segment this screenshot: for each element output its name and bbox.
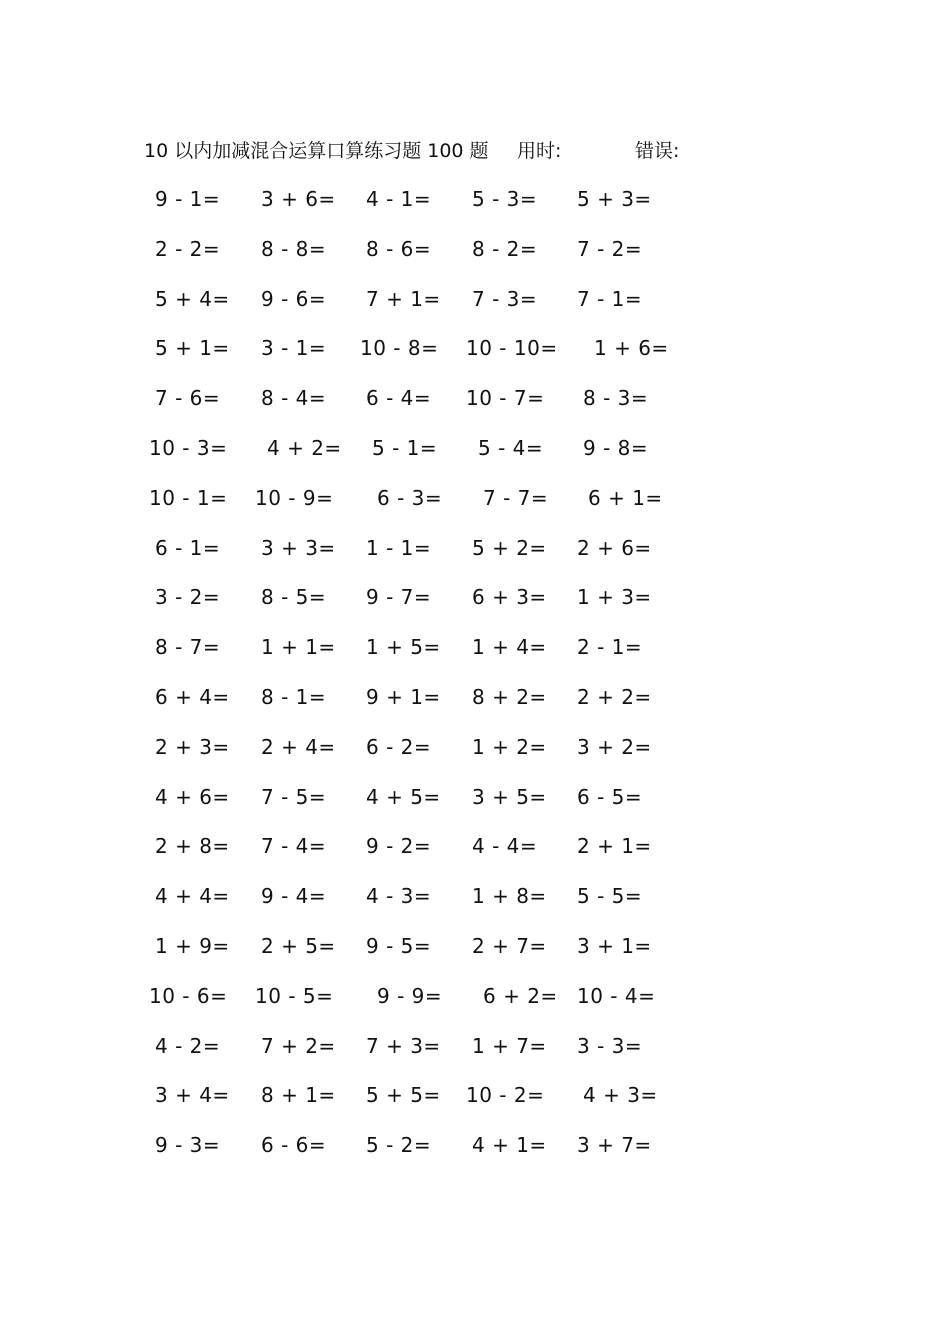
problem-expression: 6 + 2= [483,983,558,1008]
problem-expression: 6 - 2= [366,734,432,759]
problem-expression: 4 - 3= [366,884,432,909]
problem-expression: 2 + 3= [155,734,230,759]
problem-expression: 8 - 1= [261,684,327,709]
problem-expression: 1 + 8= [472,884,547,909]
problem-expression: 8 + 2= [472,684,547,709]
problem-expression: 6 - 6= [261,1133,327,1158]
problem-expression: 8 - 5= [261,585,327,610]
problem-expression: 9 + 1= [366,684,441,709]
problem-expression: 2 + 4= [261,734,336,759]
problem-expression: 3 + 3= [261,535,336,560]
problem-expression: 3 - 1= [261,336,327,361]
problem-expression: 9 - 6= [261,286,327,311]
problem-expression: 3 + 5= [472,784,547,809]
problem-expression: 4 + 2= [267,435,342,460]
problem-expression: 6 + 4= [155,684,230,709]
problem-expression: 7 - 7= [483,485,549,510]
problem-expression: 10 - 9= [255,485,334,510]
problem-expression: 5 - 2= [366,1133,432,1158]
problem-expression: 10 - 6= [149,983,228,1008]
problem-expression: 7 - 5= [261,784,327,809]
problem-expression: 3 + 1= [577,933,652,958]
problem-expression: 2 + 5= [261,933,336,958]
problem-expression: 7 - 6= [155,386,221,411]
problem-expression: 1 + 4= [472,635,547,660]
time-label: 用时: [517,140,562,162]
problem-expression: 2 + 8= [155,834,230,859]
problem-expression: 1 - 1= [366,535,432,560]
problem-expression: 8 - 2= [472,236,538,261]
problem-expression: 4 - 2= [155,1033,221,1058]
problem-expression: 3 - 3= [577,1033,643,1058]
problem-expression: 5 + 2= [472,535,547,560]
problem-expression: 10 - 4= [577,983,656,1008]
problem-expression: 7 - 2= [577,236,643,261]
problem-expression: 2 + 2= [577,684,652,709]
problem-expression: 1 + 6= [594,336,669,361]
problem-expression: 1 + 3= [577,585,652,610]
problem-expression: 4 - 4= [472,834,538,859]
problem-expression: 1 + 9= [155,933,230,958]
problem-expression: 1 + 5= [366,635,441,660]
problem-expression: 7 + 3= [366,1033,441,1058]
problem-expression: 5 - 1= [372,435,438,460]
problem-expression: 2 + 1= [577,834,652,859]
worksheet-title: 10 以内加减混合运算口算练习题 100 题 [144,140,489,162]
problem-expression: 5 - 3= [472,187,538,211]
problem-expression: 6 - 1= [155,535,221,560]
problem-expression: 6 + 3= [472,585,547,610]
problem-expression: 10 - 2= [466,1083,545,1108]
problem-expression: 3 + 2= [577,734,652,759]
problem-expression: 7 + 1= [366,286,441,311]
problem-expression: 4 + 4= [155,884,230,909]
problem-expression: 8 - 7= [155,635,221,660]
problem-expression: 7 - 1= [577,286,643,311]
problem-expression: 4 + 5= [366,784,441,809]
problem-expression: 2 - 2= [155,236,221,261]
problem-expression: 1 + 2= [472,734,547,759]
problem-expression: 5 - 5= [577,884,643,909]
problem-expression: 6 - 3= [377,485,443,510]
problem-expression: 4 + 1= [472,1133,547,1158]
problem-expression: 5 + 3= [577,187,652,211]
problem-expression: 4 - 1= [366,187,432,211]
problem-expression: 9 - 1= [155,187,221,211]
problem-expression: 8 - 4= [261,386,327,411]
problem-expression: 9 - 2= [366,834,432,859]
problem-expression: 2 - 1= [577,635,643,660]
problem-expression: 9 - 9= [377,983,443,1008]
problem-expression: 1 + 1= [261,635,336,660]
problem-expression: 8 + 1= [261,1083,336,1108]
problem-expression: 5 + 1= [155,336,230,361]
problem-expression: 10 - 10= [466,336,558,361]
problem-expression: 4 + 3= [583,1083,658,1108]
problem-expression: 10 - 7= [466,386,545,411]
problem-expression: 10 - 3= [149,435,228,460]
problem-expression: 6 - 4= [366,386,432,411]
problem-expression: 6 - 5= [577,784,643,809]
problem-expression: 2 + 7= [472,933,547,958]
problem-expression: 5 - 4= [478,435,544,460]
problem-expression: 10 - 8= [360,336,439,361]
problem-expression: 9 - 8= [583,435,649,460]
problem-expression: 10 - 1= [149,485,228,510]
problem-expression: 2 + 6= [577,535,652,560]
errors-label: 错误: [635,140,680,162]
problem-expression: 7 - 4= [261,834,327,859]
problem-expression: 5 + 4= [155,286,230,311]
problem-expression: 6 + 1= [588,485,663,510]
problem-expression: 4 + 6= [155,784,230,809]
problem-expression: 9 - 3= [155,1133,221,1158]
problem-expression: 3 + 4= [155,1083,230,1108]
problem-expression: 8 - 3= [583,386,649,411]
problem-expression: 7 - 3= [472,286,538,311]
problem-expression: 3 + 6= [261,187,336,211]
problem-expression: 8 - 6= [366,236,432,261]
problem-expression: 3 - 2= [155,585,221,610]
problem-expression: 10 - 5= [255,983,334,1008]
problem-expression: 7 + 2= [261,1033,336,1058]
problem-expression: 9 - 5= [366,933,432,958]
problem-expression: 3 + 7= [577,1133,652,1158]
problem-expression: 1 + 7= [472,1033,547,1058]
problem-expression: 9 - 7= [366,585,432,610]
problem-expression: 9 - 4= [261,884,327,909]
problem-expression: 8 - 8= [261,236,327,261]
problem-expression: 5 + 5= [366,1083,441,1108]
